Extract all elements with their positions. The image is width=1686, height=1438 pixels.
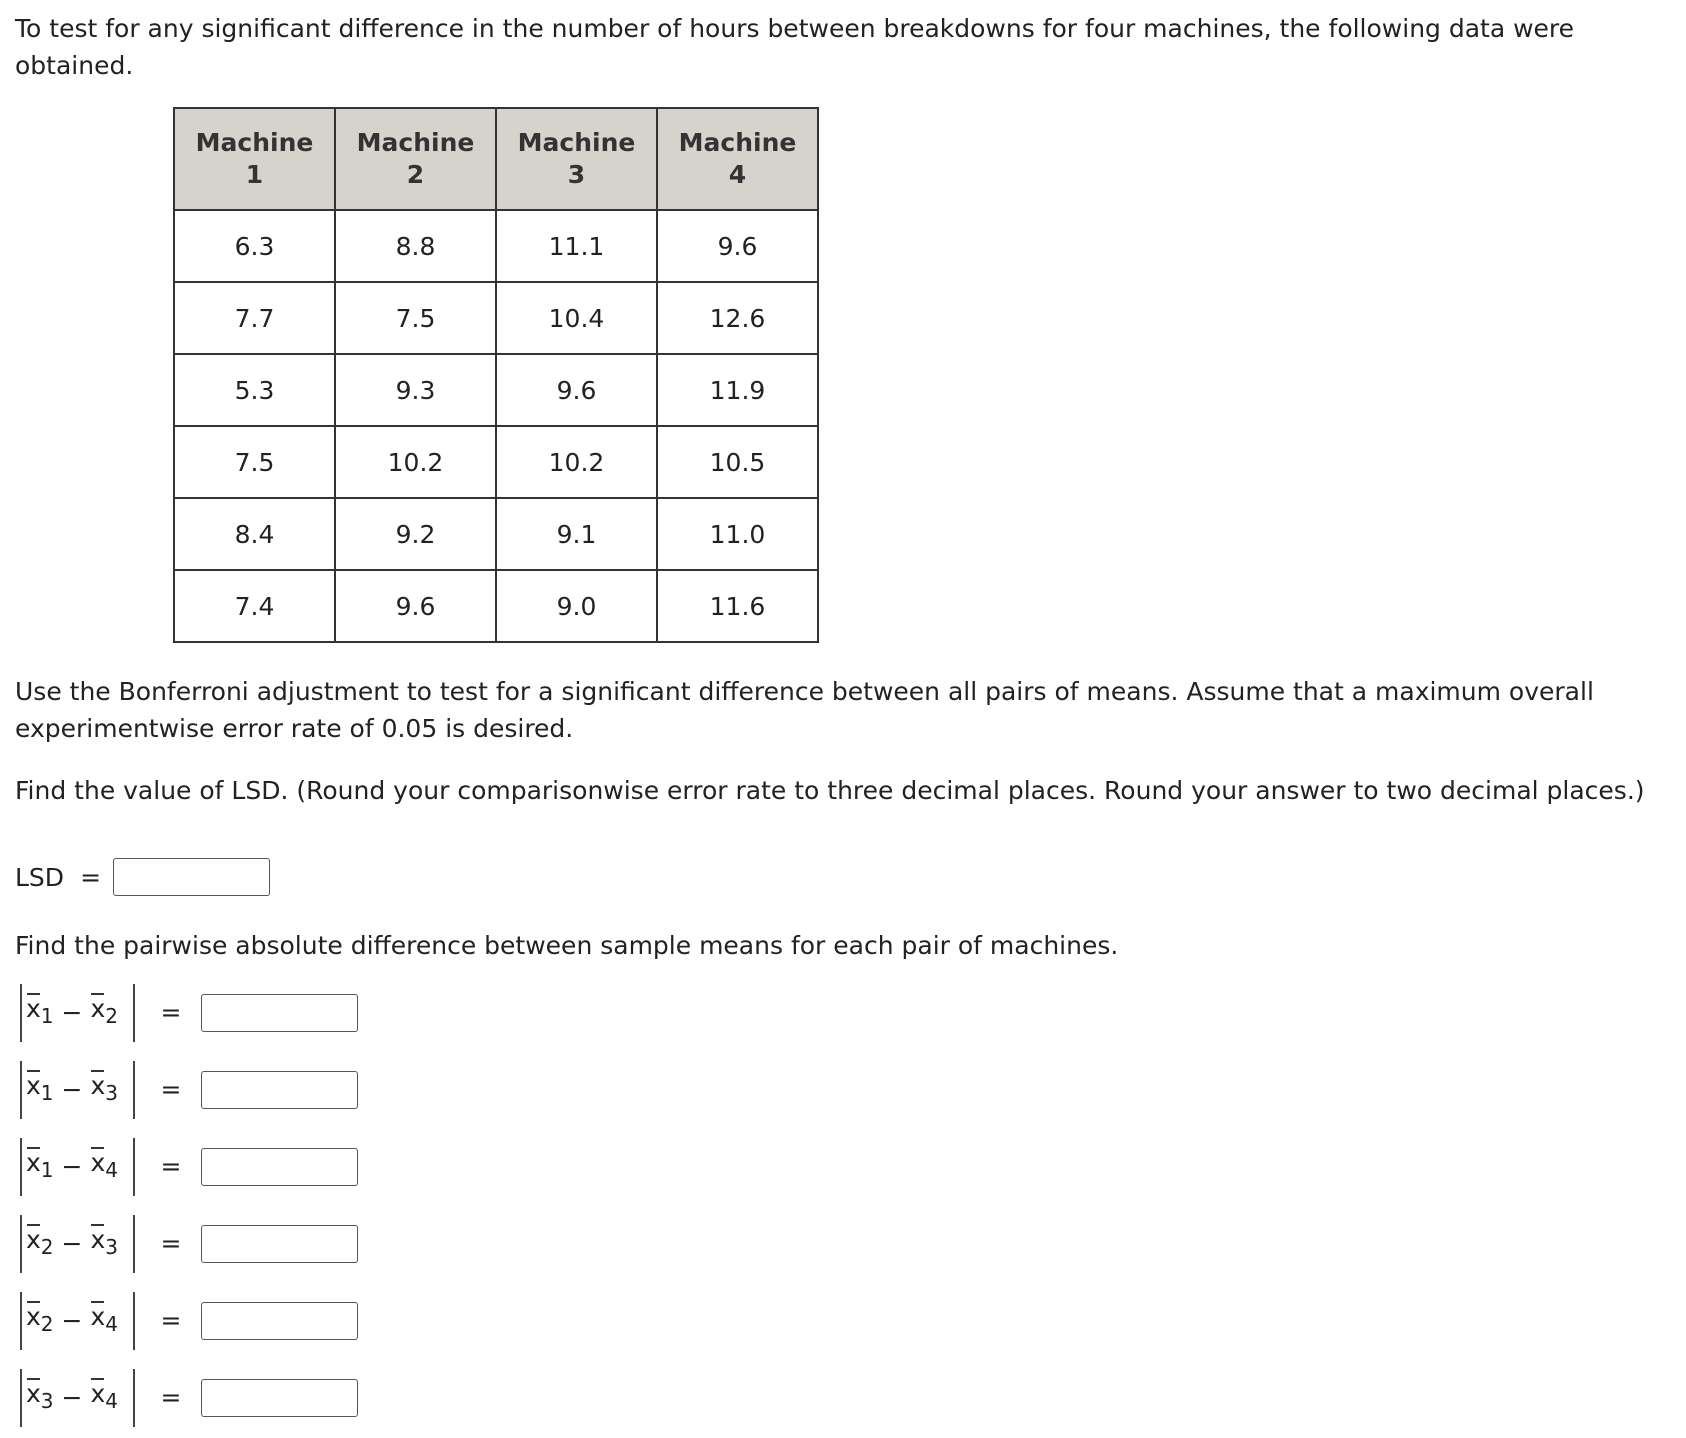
minus-sign: − bbox=[61, 1306, 83, 1335]
header-line2: 3 bbox=[567, 160, 586, 189]
table-row bbox=[174, 498, 818, 570]
equals-sign: = bbox=[160, 1152, 182, 1181]
diff-input-1-4[interactable] bbox=[201, 1148, 358, 1186]
diff-input-2-3[interactable] bbox=[201, 1225, 358, 1263]
equals-sign: = bbox=[160, 1075, 182, 1104]
mean-symbol: $x_3$ bbox=[90, 1071, 119, 1105]
table-cell: 7.4 bbox=[174, 570, 335, 642]
lsd-label: LSD bbox=[15, 862, 65, 892]
mean-symbol: $x_2$ bbox=[90, 994, 119, 1028]
table-cell: 9.2 bbox=[335, 498, 496, 570]
abs-diff-expression bbox=[20, 1369, 135, 1427]
table-cell: 6.3 bbox=[174, 210, 335, 282]
pair-row-1-4 bbox=[20, 1128, 358, 1205]
diff-input-1-3[interactable] bbox=[201, 1071, 358, 1109]
table-cell: 9.6 bbox=[496, 354, 657, 426]
table-cell: 11.1 bbox=[496, 210, 657, 282]
table-cell: 9.3 bbox=[335, 354, 496, 426]
equals-sign: = bbox=[80, 862, 102, 892]
table-row bbox=[174, 570, 818, 642]
pairs-prompt: Find the pairwise absolute difference between sample means for each pair of machines. bbox=[15, 931, 1119, 960]
diff-input-3-4[interactable] bbox=[201, 1379, 358, 1417]
table-cell: 11.0 bbox=[657, 498, 818, 570]
table-row bbox=[174, 282, 818, 354]
equals-sign: = bbox=[160, 1383, 182, 1412]
table-cell: 11.6 bbox=[657, 570, 818, 642]
table-cell: 5.3 bbox=[174, 354, 335, 426]
table-cell: 12.6 bbox=[657, 282, 818, 354]
table-header-row bbox=[174, 108, 818, 210]
diff-input-2-4[interactable] bbox=[201, 1302, 358, 1340]
table-cell: 7.7 bbox=[174, 282, 335, 354]
table-cell: 8.4 bbox=[174, 498, 335, 570]
table-cell: 9.6 bbox=[335, 570, 496, 642]
pair-row-1-2 bbox=[20, 974, 358, 1051]
header-line2: 2 bbox=[406, 160, 425, 189]
lsd-answer-row bbox=[15, 858, 270, 896]
table-row bbox=[174, 354, 818, 426]
table-cell: 10.2 bbox=[496, 426, 657, 498]
table-cell: 8.8 bbox=[335, 210, 496, 282]
bonferroni-instructions: Use the Bonferroni adjustment to test for a significant difference between all pairs of means. Assume that a maximum overall experimentwise error rate of 0.05 is desired. bbox=[15, 677, 1594, 743]
equals-sign: = bbox=[160, 998, 182, 1027]
equals-sign: = bbox=[160, 1229, 182, 1258]
header-line2: 1 bbox=[245, 160, 264, 189]
mean-symbol: $x_4$ bbox=[90, 1302, 119, 1336]
table-row bbox=[174, 210, 818, 282]
mean-symbol: $x_4$ bbox=[90, 1148, 119, 1182]
header-line1: Machine bbox=[195, 128, 314, 157]
minus-sign: − bbox=[61, 1075, 83, 1104]
header-line1: Machine bbox=[517, 128, 636, 157]
table-header-cell bbox=[496, 108, 657, 210]
pairwise-differences bbox=[20, 974, 358, 1436]
mean-symbol: $x_2$ bbox=[26, 1225, 54, 1259]
lsd-input[interactable] bbox=[113, 858, 270, 896]
table-row bbox=[174, 426, 818, 498]
abs-diff-expression bbox=[20, 1061, 135, 1119]
mean-symbol: $x_3$ bbox=[26, 1379, 54, 1413]
intro-text: To test for any significant difference in the number of hours between breakdowns for four machines, the following data were obtained. bbox=[15, 14, 1575, 80]
equals-sign: = bbox=[160, 1306, 182, 1335]
mean-symbol: $x_2$ bbox=[26, 1302, 54, 1336]
minus-sign: − bbox=[61, 998, 83, 1027]
diff-input-1-2[interactable] bbox=[201, 994, 358, 1032]
abs-diff-expression bbox=[20, 1215, 135, 1273]
lsd-prompt: Find the value of LSD. (Round your comparisonwise error rate to three decimal places. Round your answer to two decimal places.) bbox=[15, 776, 1645, 805]
mean-symbol: $x_4$ bbox=[90, 1379, 119, 1413]
abs-diff-expression bbox=[20, 1292, 135, 1350]
table-header-cell bbox=[657, 108, 818, 210]
table-cell: 10.5 bbox=[657, 426, 818, 498]
header-line1: Machine bbox=[678, 128, 797, 157]
header-line1: Machine bbox=[356, 128, 475, 157]
minus-sign: − bbox=[61, 1229, 83, 1258]
minus-sign: − bbox=[61, 1152, 83, 1181]
pair-row-1-3 bbox=[20, 1051, 358, 1128]
table-cell: 10.2 bbox=[335, 426, 496, 498]
mean-symbol: $x_3$ bbox=[90, 1225, 119, 1259]
mean-symbol: $x_1$ bbox=[26, 1071, 54, 1105]
header-line2: 4 bbox=[728, 160, 747, 189]
pair-row-3-4 bbox=[20, 1359, 358, 1436]
table-cell: 11.9 bbox=[657, 354, 818, 426]
abs-diff-expression bbox=[20, 1138, 135, 1196]
table-cell: 7.5 bbox=[174, 426, 335, 498]
minus-sign: − bbox=[61, 1383, 83, 1412]
abs-diff-expression bbox=[20, 984, 135, 1042]
machine-data-table bbox=[173, 107, 819, 643]
pair-row-2-4 bbox=[20, 1282, 358, 1359]
mean-symbol: $x_1$ bbox=[26, 1148, 54, 1182]
table-header-cell bbox=[174, 108, 335, 210]
table-cell: 7.5 bbox=[335, 282, 496, 354]
pair-row-2-3 bbox=[20, 1205, 358, 1282]
table-header-cell bbox=[335, 108, 496, 210]
table-cell: 9.6 bbox=[657, 210, 818, 282]
table-cell: 10.4 bbox=[496, 282, 657, 354]
table-cell: 9.1 bbox=[496, 498, 657, 570]
table-cell: 9.0 bbox=[496, 570, 657, 642]
mean-symbol: $x_1$ bbox=[26, 994, 54, 1028]
